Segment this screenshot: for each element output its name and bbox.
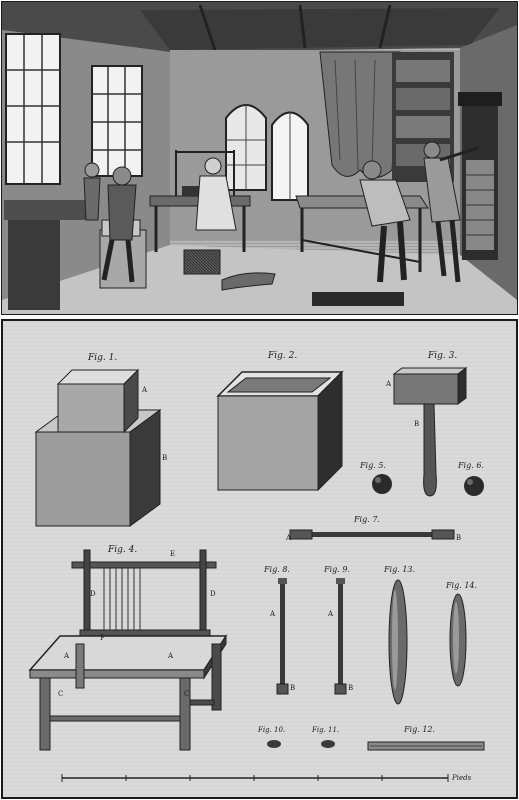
fig13-label: Fig. 13. <box>384 565 416 574</box>
fig2-label: Fig. 2. <box>268 351 298 361</box>
fig7-label: Fig. 7. <box>354 515 380 524</box>
window-left-1 <box>6 34 60 184</box>
fig3-label: Fig. 3. <box>428 351 458 361</box>
fig4-label: Fig. 4. <box>108 545 138 555</box>
fig1-letter-a: A <box>142 386 148 394</box>
fig12-label: Fig. 12. <box>404 725 436 734</box>
scale-label: Pieds <box>452 774 472 782</box>
fig7-letter-a: A <box>286 534 292 542</box>
fig10-label: Fig. 10. <box>258 726 286 734</box>
window-left-2 <box>92 66 142 176</box>
fig8-letter-a: A <box>270 610 276 618</box>
fig4-letter-d2: D <box>210 590 216 598</box>
fig4-letter-c2: C <box>184 690 190 698</box>
fig4-letter-a2: A <box>168 652 174 660</box>
fig4-letter-e: E <box>170 550 176 558</box>
fig8-letter-b: B <box>290 684 296 692</box>
arched-window-back <box>226 104 308 200</box>
fig6-label: Fig. 6. <box>458 461 484 470</box>
fig3-letter-b: B <box>414 420 420 428</box>
fig4-letter-c: C <box>58 690 64 698</box>
tools-plate <box>2 320 517 798</box>
fig9-label: Fig. 9. <box>324 565 350 574</box>
fig1-letter-b: B <box>162 454 168 462</box>
workshop-scene <box>2 2 517 314</box>
fig9-letter-b: B <box>348 684 354 692</box>
fig1-label: Fig. 1. <box>88 353 118 363</box>
fig8-label: Fig. 8. <box>264 565 290 574</box>
fig7-letter-b: B <box>456 534 462 542</box>
fig4-letter-f: F <box>100 634 105 642</box>
fig3-letter-a: A <box>386 380 392 388</box>
fig11-label: Fig. 11. <box>312 726 340 734</box>
press <box>458 92 502 260</box>
fig9-letter-a: A <box>328 610 334 618</box>
fig4-letter-a: A <box>64 652 70 660</box>
fig4-letter-d: D <box>90 590 96 598</box>
fig5-label: Fig. 5. <box>360 461 386 470</box>
fig14-label: Fig. 14. <box>446 581 478 590</box>
